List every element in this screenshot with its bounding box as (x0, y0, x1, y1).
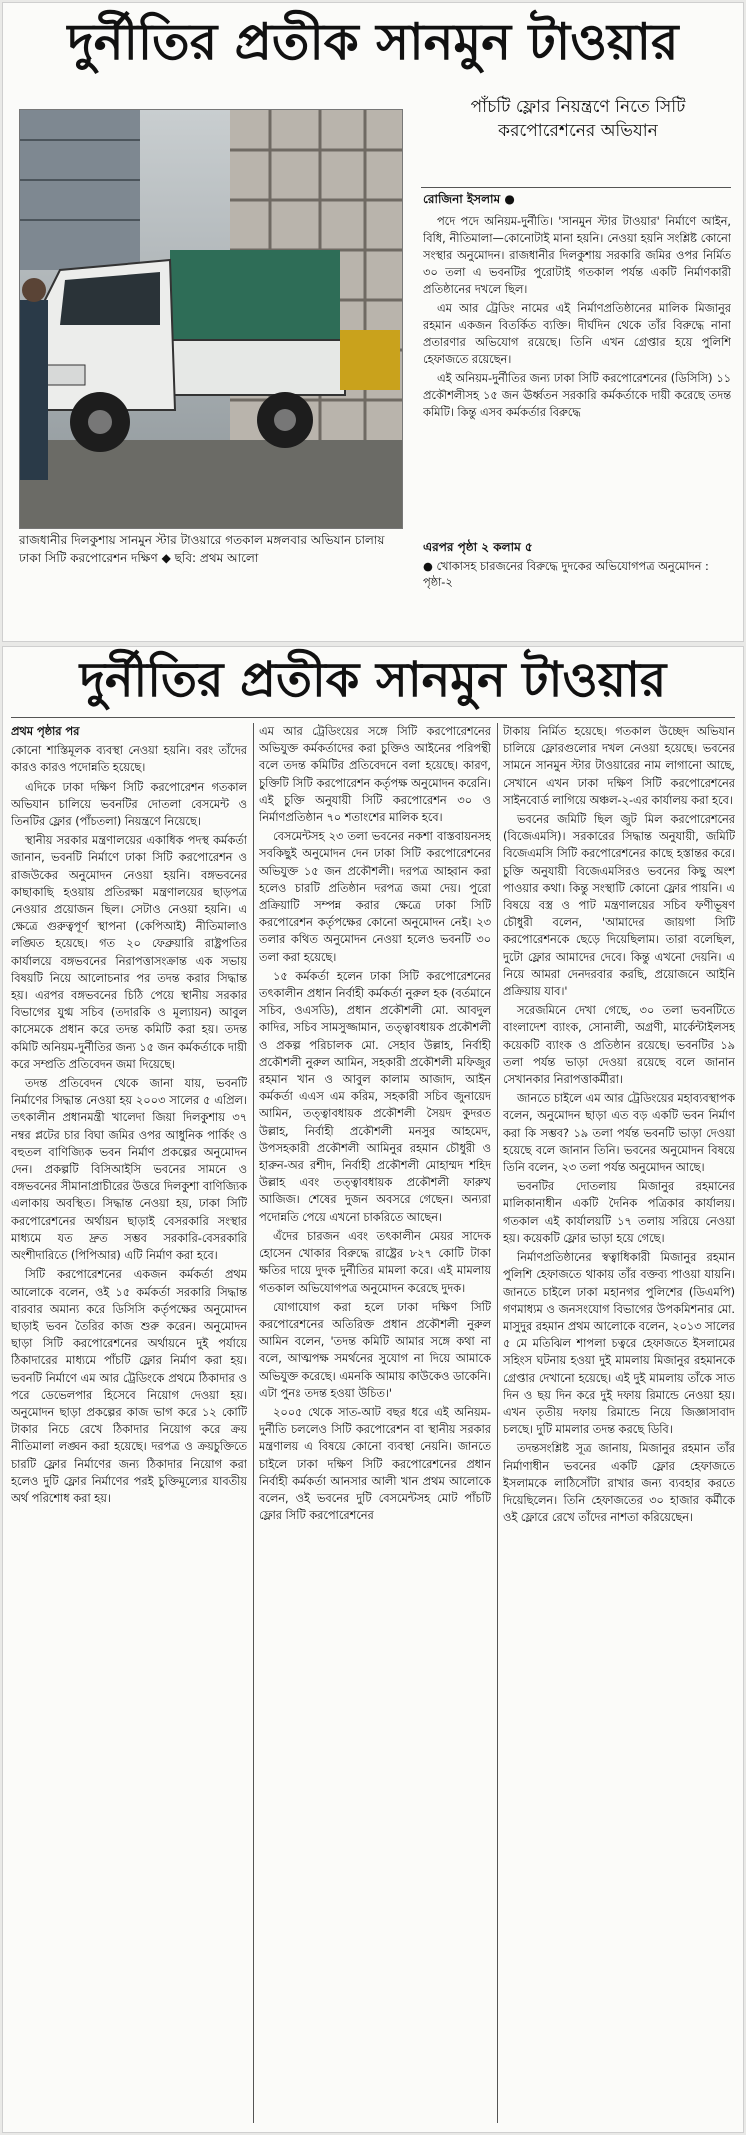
headline-rule (11, 717, 735, 718)
clip2-headline: দুর্নীতির প্রতীক সানমুন টাওয়ার (79, 652, 667, 708)
teaser-bullet: ● (423, 560, 437, 573)
clip2-paragraph: তদন্তসংশ্লিষ্ট সূত্র জানায়, মিজানুর রহমান তাঁর নির্মাণাধীন ভবনের একটি ফ্লোর হেফাজতে ইসলামকে লাঠিসোঁটা রাখার জন্য ব্যবহার করতে দিয়েছিলেন। তিনি হেফাজতের ৩০ হাজার কর্মীকে ওই ফ্লোরে রেখে তাঁদের নাশতা করিয়েছেন। (503, 1442, 735, 1525)
column-divider (497, 723, 498, 2123)
clip2-paragraph: এঁদের চারজন এবং তৎকালীন মেয়র সাদেক হোসেন খোকার বিরুদ্ধে রাষ্ট্রের ৮২৭ কোটি টাকা ক্ষতির দায়ে দুদক দুর্নীতির মামলা করে। এই মামলায় গতকাল অভিযোগপত্র অনুমোদন করেছে দুদক। (259, 1229, 491, 1295)
byline-dot: ● (504, 192, 515, 206)
clip2-paragraph: সরেজমিনে দেখা গেছে, ৩০ তলা ভবনটিতে বাংলাদেশ ব্যাংক, সোনালী, অগ্রণী, মার্কেন্টাইলসহ কয়েকটি ব্যাংক ও প্রতিষ্ঠান রয়েছে। ভবনটির ১৯ তলা পর্যন্ত ভাড়া দেওয়া রয়েছে বলে জানান সেখানকার নিরাপত্তাকর্মীরা। (503, 1004, 735, 1087)
truck-photo (19, 109, 403, 529)
clip2-paragraph: কোনো শাস্তিমূলক ব্যবস্থা নেওয়া হয়নি। বরং তাঁদের কারও কারও পদোন্নতি হয়েছে। (11, 744, 247, 775)
photo-caption-text: রাজধানীর দিলকুশায় সানমুন স্টার টাওয়ারে গতকাল মঙ্গলবার অভিযান চালায় ঢাকা সিটি করপোরেশন দক্ষিণ (19, 533, 385, 565)
clip1-paragraph: এম আর ট্রেডিং নামের এই নির্মাণপ্রতিষ্ঠানের মালিক মিজানুর রহমান একজন বিতর্কিত ব্যক্তি। দীর্ঘদিন থেকে তাঁর বিরুদ্ধে নানা প্রতারণার অভিযোগ রয়েছে। তিনি এখন গ্রেপ্তার হয়ে পুলিশি হেফাজতে রয়েছেন। (423, 302, 731, 366)
byline-name: রোজিনা ইসলাম (423, 192, 501, 206)
clip2-paragraph: বেসমেন্টসহ ২৩ তলা ভবনের নকশা বাস্তবায়নসহ সবকিছুই অনুমোদন দেন ঢাকা সিটি করপোরেশনের অভিযুক্ত ১৫ জন প্রকৌশলী। দরপত্র আহ্বান করা হলেও চারটি প্রতিষ্ঠান দরপত্র জমা দেয়। পুরো প্রক্রিয়াটি সম্পন্ন করার ক্ষেত্রে ঢাকা সিটি করপোরেশন কর্তৃপক্ষের কোনো অনুমোদন নেই। ২৩ তলার কথিত অনুমোদন নেওয়া হলেও ভবনটি ৩০ তলা করা হয়েছে। (259, 830, 491, 964)
clip2-paragraph: ভবনের জমিটি ছিল জুট মিল করপোরেশনের (বিজেএমসি)। সরকারের সিদ্ধান্ত অনুযায়ী, জমিটি বিজেএমসি সিটি করপোরেশনের কাছে হস্তান্তর করে। চুক্তি অনুযায়ী বিজেএমসিরও ভবনের কিছু অংশ পাওয়ার কথা। কিন্তু সংস্থাটি কোনো ফ্লোর পায়নি। এ বিষয়ে বস্ত্র ও পাট মন্ত্রণালয়ের সচিব ফণীভূষণ চৌধুরী বলেন, 'আমাদের জায়গা সিটি করপোরেশনকে ছেড়ে দিয়েছিলাম। তারা বলেছিল, দুটো ফ্লোর আমাদের দেবে। কিন্তু এখনো দেয়নি। এ নিয়ে আমরা দেনদরবার করছি, প্রয়োজনে আইনি প্রক্রিয়ায় যাব।' (503, 813, 735, 999)
byline (423, 191, 515, 211)
clip2-column-3 (503, 723, 735, 2128)
teaser-text: খোকাসহ চারজনের বিরুদ্ধে দুদকের অভিযোগপত্র অনুমোদন : পৃষ্ঠা-২ (423, 560, 709, 589)
front-page-clipping (2, 2, 744, 642)
photo-caption (19, 531, 401, 567)
clip2-paragraph: তদন্ত প্রতিবেদন থেকে জানা যায়, ভবনটি নির্মাণের সিদ্ধান্ত নেওয়া হয় ২০০৩ সালের ৫ এপ্রিল। তৎকালীন প্রধানমন্ত্রী খালেদা জিয়া দিলকুশায় ৩৭ নম্বর প্লটের চার বিঘা জমির ওপর আধুনিক পার্কিং ও বহুতল বাণিজ্যিক ভবন নির্মাণ প্রকল্পের অনুমোদন দেন। প্রকল্পটি বিসিআইসি ভবনের সামনে ও বঙ্গভবনের সীমানাপ্রাচীরের উত্তরে দিলকুশা বাণিজ্যিক এলাকায় অবস্থিত। সিদ্ধান্ত নেওয়া হয়, ঢাকা সিটি করপোরেশনের অর্থায়ন ছাড়াই বেসরকারি সংস্থার মাধ্যমে যত দ্রুত সম্ভব সরকারি-বেসরকারি অংশীদারিতে (পিপিআর) এটি নির্মাণ করা হবে। (11, 1077, 247, 1263)
truck-photo-image (20, 110, 402, 528)
continued-jump: এরপর পৃষ্ঠা ২ কলাম ৫ (423, 540, 533, 554)
clip2-paragraph: ২০০৫ থেকে সাত-আট বছর ধরে এই অনিয়ম-দুর্নীতি চললেও সিটি করপোরেশন বা স্থানীয় সরকার মন্ত্রণালয় এ বিষয়ে কোনো ব্যবস্থা নেয়নি। জানতে চাইলে ঢাকা দক্ষিণ সিটি করপোরেশনের প্রধান নির্বাহী কর্মকর্তা আনসার আলী খান প্রথম আলোকে বলেন, ওই ভবনের দুটি বেসমেন্টসহ মোট পাঁচটি ফ্লোর সিটি করপোরেশনের (259, 1405, 491, 1523)
clip2-paragraph: টাকায় নির্মিত হয়েছে। গতকাল উচ্ছেদ অভিযান চালিয়ে ফ্লোরগুলোর দখল নেওয়া হয়েছে। ভবনের সামনে সানমুন স্টার টাওয়ারের নাম লাগানো আছে, সেখানে এখন ঢাকা দক্ষিণ সিটি করপোরেশনের সাইনবোর্ড লাগিয়ে অঞ্চল-২-এর কার্যালয় করা হবে। (503, 725, 735, 807)
clip1-body (423, 213, 731, 513)
clip2-column-2 (259, 723, 491, 2128)
clip2-paragraph: ভবনটির দোতলায় মিজানুর রহমানের মালিকানাধীন একটি দৈনিক পত্রিকার কার্যালয়। গতকাল এই কার্যালয়টি ১৭ তলায় সরিয়ে নেওয়া হয়। কয়েকটি ফ্লোর ভাড়া হয়ে গেছে। (503, 1180, 735, 1245)
clip2-column-1 (11, 723, 247, 2128)
clip2-paragraph: নির্মাণপ্রতিষ্ঠানের স্বত্বাধিকারী মিজানুর রহমান পুলিশি হেফাজতে থাকায় তাঁর বক্তব্য পাওয়া যায়নি। জানতে চাইলে ঢাকা মহানগর পুলিশের (ডিএমপি) গণমাধ্যম ও জনসংযোগ বিভাগের উপকমিশনার মো. মাসুদুর রহমান প্রথম আলোকে বলেন, ২০১৩ সালের ৫ মে মতিঝিল শাপলা চত্বরে হেফাজতে ইসলামের সহিংস ঘটনায় হওয়া দুই মামলায় মিজানুর রহমানকে গ্রেপ্তার দেখানো হয়েছে। এই দুই মামলায় তাঁকে সাত দিন ও ছয় দিন করে দুই দফায় রিমান্ডে নেওয়া হয়। এখন তৃতীয় দফায় রিমান্ডে নিয়ে জিজ্ঞাসাবাদ চলছে। দুটি মামলার তদন্ত করছে ডিবি। (503, 1251, 735, 1437)
clip2-paragraph: জানতে চাইলে এম আর ট্রেডিংয়ের মহাব্যবস্থাপক বলেন, অনুমোদন ছাড়া এত বড় একটি ভবন নির্মাণ করা কি সম্ভব? ১৯ তলা পর্যন্ত ভবনটি ভাড়া দেওয়া হয়েছে বলে জানান তিনি। ভবনের অনুমোদন বিষয়ে তিনি বলেন, ২৩ তলা পর্যন্ত অনুমোদন আছে। (503, 1092, 735, 1175)
clip2-paragraph: এম আর ট্রেডিংয়ের সঙ্গে সিটি করপোরেশনের অভিযুক্ত কর্মকর্তাদের করা চুক্তিও আইনের পরিপন্থী বলে তদন্ত কমিটির প্রতিবেদনে বলা হয়েছে। কারণ, চুক্তিটি সিটি করপোরেশন কর্তৃপক্ষ অনুমোদন করেনি। এই চুক্তি অনুযায়ী সিটি করপোরেশন ৩০ ও নির্মাণপ্রতিষ্ঠান ৭০ শতাংশের মালিক হবে। (259, 725, 491, 825)
caption-separator: ◆ (161, 551, 171, 565)
clip2-paragraph: সিটি করপোরেশনের একজন কর্মকর্তা প্রথম আলোকে বলেন, ওই ১৫ কর্মকর্তা সরকারি সিদ্ধান্ত বারবার অমান্য করে ডিসিসি কর্তৃপক্ষের অনুমোদন ছাড়াই ভবন তৈরির কাজ শুরু করেন। অনুমোদন ছাড়া সিটি করপোরেশনের অর্থায়নে দুই পর্যায়ে ঠিকাদারের মাধ্যমে পাঁচটি ফ্লোর নির্মাণ করা হয়। ভবনটি নির্মাণে এম আর ট্রেডিংকে প্রথমে ঠিকাদার ও পরে ডেভেলপার হিসেবে নিয়োগ দেওয়া হয়। অনুমোদন ছাড়া প্রকল্পের কাজ ভাগ করে ১২ কোটি টাকার নিচে রেখে ঠিকাদার নিয়োগ করে ক্রয় নীতিমালা লঙ্ঘন করা হয়েছে। দরপত্র ও ক্রয়চুক্তিতে চারটি ফ্লোর নির্মাণের জন্য ঠিকাদার নিয়োগ করা হলেও দুটি ফ্লোর নির্মাণের পরই চুক্তিমূল্যের যাবতীয় অর্থ পরিশোধ করা হয়। (11, 1268, 247, 1505)
inside-page-clipping (2, 646, 744, 2133)
clip1-paragraph: এই অনিয়ম-দুর্নীতির জন্য ঢাকা সিটি করপোরেশনের (ডিসিসি) ১১ প্রকৌশলীসহ ১৫ জন ঊর্ধ্বতন সরকারি কর্মকর্তাকে দায়ী করেছে তদন্ত কমিটি। কিন্তু এসব কর্মকর্তার বিরুদ্ধে (423, 372, 731, 419)
clip1-headline: দুর্নীতির প্রতীক সানমুন টাওয়ার (67, 12, 679, 71)
clip1-subheadline: পাঁচটি ফ্লোর নিয়ন্ত্রণে নিতে সিটি করপোরেশনের অভিযান (470, 97, 686, 141)
column-divider (253, 723, 254, 2123)
clip2-paragraph: এদিকে ঢাকা দক্ষিণ সিটি করপোরেশন গতকাল অভিযান চালিয়ে ভবনটির দোতলা বেসমেন্ট ও তিনটির ফ্লোর (পাঁচতলা) নিয়ন্ত্রণে নিয়েছে। (11, 780, 247, 829)
related-story-teaser (423, 559, 723, 591)
clip2-paragraph: ১৫ কর্মকর্তা হলেন ঢাকা সিটি করপোরেশনের তৎকালীন প্রধান নির্বাহী কর্মকর্তা নুরুল হক (বর্তমানে সচিব, ওএসডি), প্রধান প্রকৌশলী মো. আবদুল কাদির, সচিব সামসুজ্জামান, তত্ত্বাবধায়ক প্রকৌশলী ও প্রকল্প পরিচালক মো. সেহাব উল্লাহ, নির্বাহী প্রকৌশলী নুরুল আমিন, সহকারী প্রকৌশলী মফিজুর রহমান খান ও আবুল কালাম আজাদ, আইন কর্মকর্তা এএস এম করিম, সহকারী সচিব জুনায়েদ আমিন, তত্ত্বাবধায়ক প্রকৌশলী সৈয়দ কুদরত উল্লাহ, নির্বাহী প্রকৌশলী মনসুর আহমেদ, উপসহকারী প্রকৌশলী আমিনুর রহমান চৌধুরী ও হারুন-অর রশীদ, নির্বাহী প্রকৌশলী মোহাম্মদ শহিদ উল্লাহ এবং তত্ত্বাবধায়ক প্রকৌশলী ফারুখ আজিজ। শেষের দুজন অবসরে গেছেন। অন্যরা পদোন্নতি পেয়ে এখনো চাকরিতে আছেন। (259, 969, 491, 1224)
byline-rule (421, 187, 731, 188)
clip1-paragraph: পদে পদে অনিয়ম-দুর্নীতি। 'সানমুন স্টার টাওয়ার' নির্মাণে আইন, বিধি, নীতিমালা—কোনোটাই মানা হয়নি। নেওয়া হয়নি সংশ্লিষ্ট কোনো সংস্থার অনুমোদন। রাজধানীর দিলকুশায় সরকারি জমির ওপর নির্মিত ৩০ তলা এ ভবনটির পুরোটাই গতকাল পর্যন্ত একটি নির্মাণকারী প্রতিষ্ঠানের দখলে ছিল। (423, 215, 731, 296)
clip2-paragraph: স্থানীয় সরকার মন্ত্রণালয়ের একাধিক পদস্থ কর্মকর্তা জানান, ভবনটি নির্মাণে ঢাকা সিটি করপোরেশন ও রাজউকের অনুমোদন নেওয়া হয়নি। বঙ্গভবনের কাছাকাছি হওয়ায় প্রতিরক্ষা মন্ত্রণালয়ের ছাড়পত্র নেওয়ার প্রয়োজন ছিল। সেটাও নেওয়া হয়নি। এ ক্ষেত্রে গুরুত্বপূর্ণ স্থাপনা (কেপিআই) নীতিমালাও লঙ্ঘিত হয়েছে। গত ২০ ফেব্রুয়ারি রাষ্ট্রপতির কার্যালয়ে বঙ্গভবনের নিরাপত্তাসংক্রান্ত এক সভায় বিষয়টি নিয়ে আলোচনার পর তদন্ত করার সিদ্ধান্ত হয়। এরপর বঙ্গভবনের চিঠি পেয়ে স্থানীয় সরকার বিভাগের যুগ্ম সচিব (তদারকি ও মূল্যায়ন) আবুল কাসেমকে প্রধান করে তদন্ত কমিটি করা হয়। তদন্ত কমিটি অনিয়ম-দুর্নীতির জন্য ১৫ জন কর্মকর্তাকে দায়ী করে সম্প্রতি প্রতিবেদন জমা দিয়েছে। (11, 834, 247, 1071)
photo-credit: ছবি: প্রথম আলো (174, 551, 259, 565)
continued-from-label: প্রথম পৃষ্ঠার পর (11, 725, 80, 738)
clip2-paragraph: যোগাযোগ করা হলে ঢাকা দক্ষিণ সিটি করপোরেশনের অতিরিক্ত প্রধান প্রকৌশলী নুরুল আমিন বলেন, 'তদন্ত কমিটি আমার সঙ্গে কথা না বলে, আত্মপক্ষ সমর্থনের সুযোগ না দিয়ে আমাকে অভিযুক্ত করেছে। এমনকি আমায় কাউকেও ডাকেনি। এটা পুনঃ তদন্ত হওয়া উচিত।' (259, 1300, 491, 1400)
